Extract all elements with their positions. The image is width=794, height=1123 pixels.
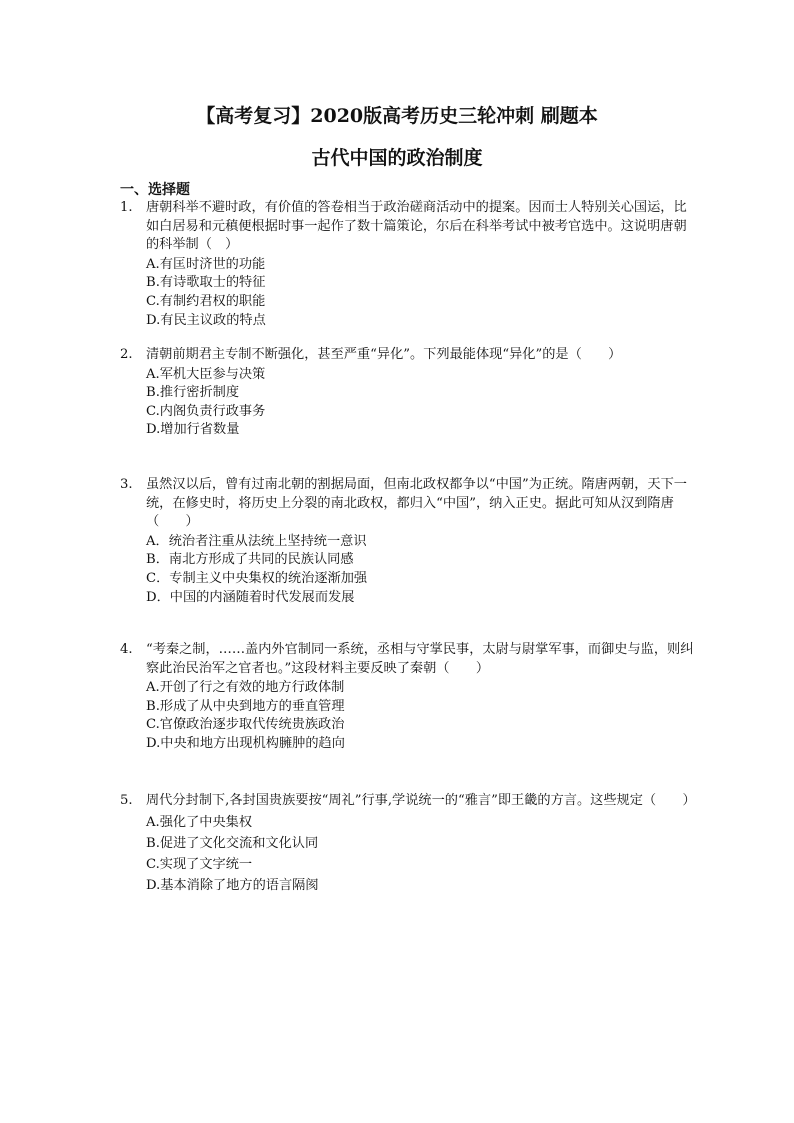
option-a: A.强化了中央集权	[146, 814, 253, 830]
question-stem	[120, 199, 698, 255]
question-stem	[120, 476, 698, 532]
option-d: D.增加行省数量	[146, 422, 240, 438]
option-c: C.官僚政治逐步取代传统贵族政治	[146, 717, 345, 733]
option-a: A.军机大臣参与决策	[146, 366, 266, 382]
question-1	[120, 199, 698, 330]
question-3	[120, 476, 698, 607]
question-number: 4.	[120, 642, 133, 657]
question-number: 5.	[120, 793, 133, 808]
document-title: 【高考复习】2020版高考历史三轮冲刺 刷题本	[196, 105, 598, 127]
option-a: A.开创了行之有效的地方行政体制	[146, 680, 345, 696]
option-d: D.基本消除了地方的语言隔阂	[146, 877, 319, 893]
option-d: D.有民主议政的特点	[146, 312, 266, 328]
option-d: D.中央和地方出现机构臃肿的趋向	[146, 735, 345, 751]
question-stem	[120, 346, 698, 365]
option-b: B.推行密折制度	[146, 385, 240, 401]
options-list	[120, 366, 698, 440]
question-text: 清朝前期君主专制不断强化，甚至严重“异化”。下列最能体现“异化”的是（ ）	[146, 347, 622, 362]
option-d: D．中国的内涵随着时代发展而发展	[146, 589, 355, 605]
question-text: 虽然汉以后，曾有过南北朝的割据局面，但南北政权都争以“中国”为正统。隋唐两朝，天下一统，在修史时，将历史上分裂的南北政权，都归入“中国”，纳入正史。据此可知从汉到隋唐（ ）	[146, 477, 687, 530]
options-list	[120, 679, 698, 753]
option-b: B．南北方形成了共同的民族认同感	[146, 552, 354, 568]
question-5	[120, 792, 698, 896]
option-c: C.实现了文字统一	[146, 856, 253, 872]
section-heading: 一、选择题	[120, 182, 190, 198]
options-list	[120, 256, 698, 330]
question-4	[120, 641, 698, 754]
option-b: B.形成了从中央到地方的垂直管理	[146, 698, 345, 714]
question-text: “考秦之制，……盖内外官制同一系统，丞相与守掌民事，太尉与尉掌军事，而御史与监，则纠察此治民治军之官者也。”这段材料主要反映了秦朝（ ）	[146, 642, 694, 676]
question-number: 1.	[120, 200, 133, 215]
option-b: B.促进了文化交流和文化认同	[146, 835, 319, 851]
options-list	[120, 812, 698, 896]
options-list	[120, 533, 698, 607]
document-subtitle: 古代中国的政治制度	[311, 147, 483, 169]
question-stem	[120, 792, 698, 811]
option-b: B.有诗歌取士的特征	[146, 275, 266, 291]
question-number: 3.	[120, 477, 133, 492]
option-c: C．专制主义中央集权的统治逐渐加强	[146, 570, 368, 586]
question-stem	[120, 641, 698, 678]
question-text: 周代分封制下,各封国贵族要按“周礼”行事,学说统一的“雅言”即王畿的方言。这些规定（ ）	[146, 793, 696, 808]
option-c: C.有制约君权的职能	[146, 293, 266, 309]
question-2	[120, 346, 698, 440]
option-c: C.内阁负责行政事务	[146, 403, 266, 419]
question-text: 唐朝科举不避时政，有价值的答卷相当于政治磋商活动中的提案。因而士人特别关心国运，比如白居易和元稹便根据时事一起作了数十篇策论，尔后在科举考试中被考官选中。这说明唐朝的科举制（ ）	[146, 200, 687, 253]
option-a: A.有匡时济世的功能	[146, 256, 266, 272]
question-number: 2.	[120, 347, 133, 362]
option-a: A．统治者注重从法统上坚持统一意识	[146, 533, 367, 549]
